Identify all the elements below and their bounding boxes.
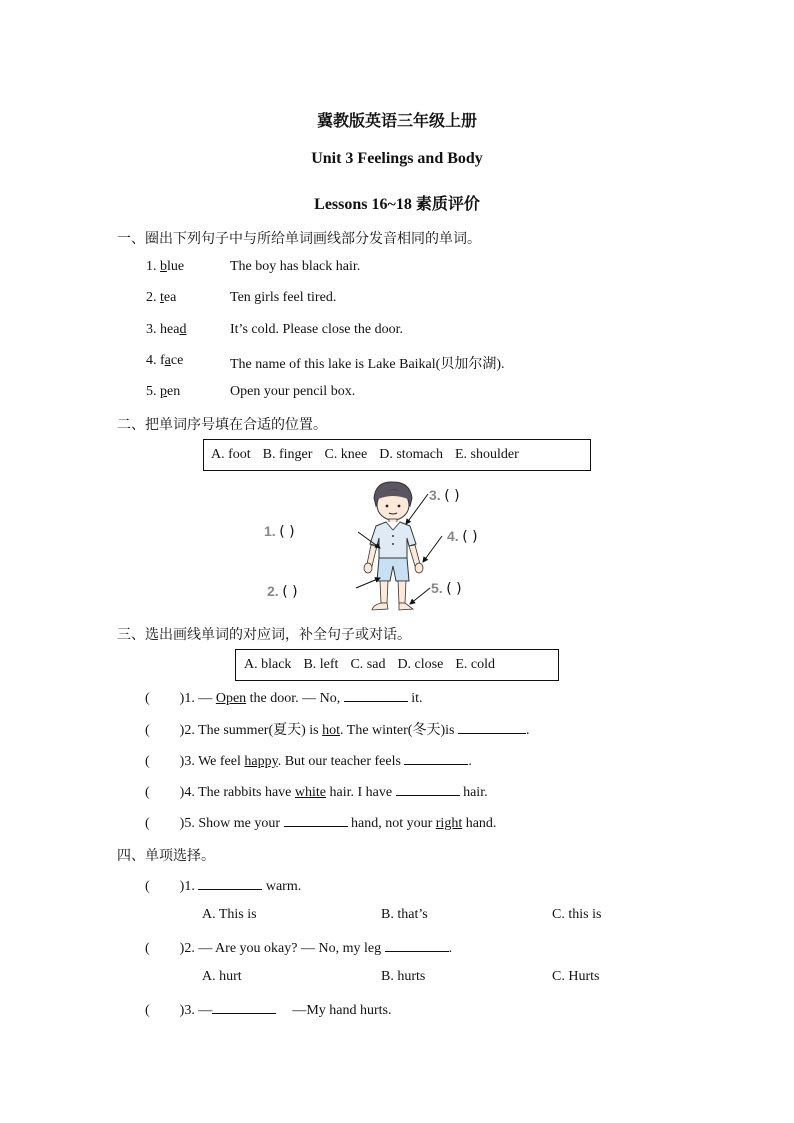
arrow-5	[410, 588, 430, 604]
answer-blank[interactable]	[198, 876, 262, 890]
part3-item-1: ( )1. — Open the door. — No, it.	[145, 688, 423, 707]
label-5: 5. ( )	[431, 580, 462, 597]
q1-option-c[interactable]: C. this is	[552, 907, 602, 922]
part1-sentence-3: It’s cold. Please close the door.	[230, 322, 404, 337]
answer-blank[interactable]	[404, 751, 468, 765]
q1-option-a[interactable]: A. This is	[202, 907, 257, 922]
q2-option-c[interactable]: C. Hurts	[552, 969, 600, 984]
option-knee: C. knee	[324, 447, 368, 462]
answer-blank[interactable]	[458, 720, 526, 734]
part4-q1: ( )1. warm.	[145, 876, 301, 895]
option-shoulder: E. shoulder	[454, 447, 519, 462]
option-black: A. black	[244, 657, 292, 672]
part1-word-5: 5. pen	[146, 384, 181, 399]
label-2: 2. ( )	[267, 583, 298, 600]
q1-option-b[interactable]: B. that’s	[381, 907, 428, 922]
part1-sentence-1: The boy has black hair.	[230, 259, 361, 274]
answer-blank[interactable]	[212, 1000, 276, 1014]
part3-heading: 三、选出画线单词的对应词，补全句子或对话。	[117, 627, 411, 643]
page-title: 冀教版英语三年级上册	[316, 113, 477, 130]
part3-item-2: ( )2. The summer(夏天) is hot. The winter(冬天)is .	[145, 719, 529, 739]
arrow-1	[358, 532, 380, 548]
part1-word-2: 2. tea	[146, 290, 177, 305]
answer-blank[interactable]	[284, 813, 348, 827]
unit-title: Unit 3 Feelings and Body	[311, 150, 483, 167]
lessons-title: Lessons 16~18 素质评价	[314, 196, 480, 213]
part1-heading: 一、圈出下列句子中与所给单词画线部分发音相同的单词。	[117, 231, 481, 247]
part4-heading: 四、单项选择。	[117, 848, 215, 864]
arrow-2	[356, 578, 380, 588]
q2-option-a[interactable]: A. hurt	[202, 969, 242, 984]
part1-sentence-5: Open your pencil box.	[230, 384, 356, 399]
part1-sentence-4: The name of this lake is Lake Baikal(贝加尔湖).	[230, 357, 505, 372]
option-stomach: D. stomach	[379, 447, 443, 462]
label-1: 1. ( )	[264, 523, 295, 540]
answer-blank[interactable]	[396, 782, 460, 796]
part3-item-4: ( )4. The rabbits have white hair. I have hair.	[145, 782, 488, 801]
part2-heading: 二、把单词序号填在合适的位置。	[117, 417, 327, 433]
part1-word-1: 1. blue	[146, 259, 185, 274]
part4-q2: ( )2. — Are you okay? — No, my leg .	[145, 938, 452, 957]
part1-word-3: 3. head	[146, 322, 187, 337]
part1-word-4: 4. face	[146, 353, 184, 368]
part1-sentence-2: Ten girls feel tired.	[230, 290, 337, 305]
arrow-4	[423, 536, 442, 562]
option-foot: A. foot	[211, 447, 251, 462]
option-cold: E. cold	[455, 657, 495, 672]
option-left: B. left	[303, 657, 339, 672]
answer-blank[interactable]	[385, 938, 449, 952]
option-close: D. close	[397, 657, 444, 672]
label-3: 3. ( )	[429, 487, 460, 504]
option-sad: C. sad	[350, 657, 386, 672]
part3-word-box	[235, 649, 559, 681]
arrow-3	[406, 494, 428, 524]
part3-item-3: ( )3. We feel happy. But our teacher feels .	[145, 751, 472, 770]
part3-item-5: ( )5. Show me your hand, not your right hand.	[145, 813, 496, 832]
part4-q3: ( )3. — —My hand hurts.	[145, 1000, 392, 1019]
option-finger: B. finger	[262, 447, 313, 462]
answer-blank[interactable]	[344, 688, 408, 702]
part2-word-box	[203, 439, 591, 471]
q2-option-b[interactable]: B. hurts	[381, 969, 426, 984]
label-4: 4. ( )	[447, 528, 478, 545]
